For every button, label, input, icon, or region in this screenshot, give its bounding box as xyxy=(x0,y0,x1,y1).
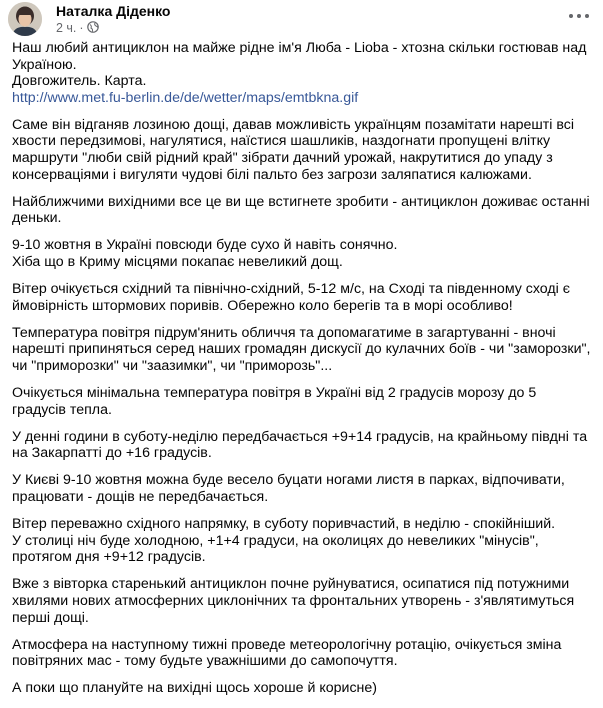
post-timestamp[interactable]: 2 ч. xyxy=(56,21,77,35)
post-paragraph: А поки що плануйте на вихідні щось хороше й корисне) xyxy=(12,680,377,697)
avatar[interactable] xyxy=(8,2,42,36)
post-paragraph: Вітер очікується східний та північно-східний, 5-12 м/с, на Сході та південному сході є ймовірність штормових поривів. Обережно коло берегів та в морі особливо! xyxy=(12,281,570,314)
post-header xyxy=(8,2,595,36)
post-paragraph: Температура повітря підрум'янить обличчя та допомагатиме в загартуванні - вночі нарешті припиняться серед наших громадян дискусії до кулачних боїв - чи "заморозки", чи "приморозки" чи "заазимки", чи "приморозь"... xyxy=(12,324,591,374)
post-paragraph: Вітер переважно східного напрямку, в суботу поривчастий, в неділю - спокійніший. У столиці ніч буде холодною, +1+4 градуси, на околицях до невеликих "мінусів", протягом дня +9+12 градусів. xyxy=(12,516,556,566)
globe-icon[interactable] xyxy=(87,21,99,36)
more-horizontal-icon[interactable] xyxy=(567,8,591,24)
post-paragraph: У Києві 9-10 жовтня можна буде весело буцати ногами листя в парках, відпочивати, працювати - дощів не передбачається. xyxy=(12,472,565,506)
post-paragraph: У денні години в суботу-неділю передбачається +9+14 градусів, на крайньому півдні та на Закарпатті до +16 градусів. xyxy=(12,428,588,462)
post-text xyxy=(12,40,592,708)
post-paragraph: Наш любий антициклон на майже рідне ім'я Люба - Lioba - хтозна скільки гостював над Україною. Довгожитель. Карта. http://www.met.fu-berlin.de/de/wetter/maps/emtbkna.gif xyxy=(12,40,587,106)
post-paragraph: Очікується мінімальна температура повітря в Україні від 2 градусів морозу до 5 градусів тепла. xyxy=(12,385,537,418)
post-paragraph: Вже з вівторка старенький антициклон почне руйнуватися, осипатися під потужними хвилями нових атмосферних циклонічних та фронтальних утворень - з'являтимуться перші дощі. xyxy=(12,576,575,626)
post-paragraph: Найближчими вихідними все це ви ще встигнете зробити - антициклон доживає останні деньки. xyxy=(12,193,590,227)
post-paragraph: Атмосфера на наступному тижні проведе метеорологічну ротацію, очікується зміна повітряних мас - тому будьте уважнішими до самопочуття. xyxy=(12,636,562,670)
meta-separator: · xyxy=(79,21,84,35)
post-paragraph: Саме він відганяв лозиною дощі, давав можливість українцям позамітати нарешті всі хвости передзимові, нагулятися, наїстися шашликів, наздогнати пропущені влітку маршрути "люби свій рідний край" зібрати дачний урожай, накрутитися до упаду з консерваціями і вигуляти чудові білі пальто без загрози заляпатися калюжами. xyxy=(12,116,575,183)
author-name[interactable]: Наталка Діденко xyxy=(56,3,171,19)
post-meta xyxy=(56,20,99,36)
post-paragraph: 9-10 жовтня в Україні повсюди буде сухо й навіть сонячно. Хіба що в Криму місцями покапає невеликий дощ. xyxy=(12,237,398,271)
avatar-portrait-icon xyxy=(8,2,42,36)
map-link[interactable]: http://www.met.fu-berlin.de/de/wetter/maps/emtbkna.gif xyxy=(12,89,359,106)
